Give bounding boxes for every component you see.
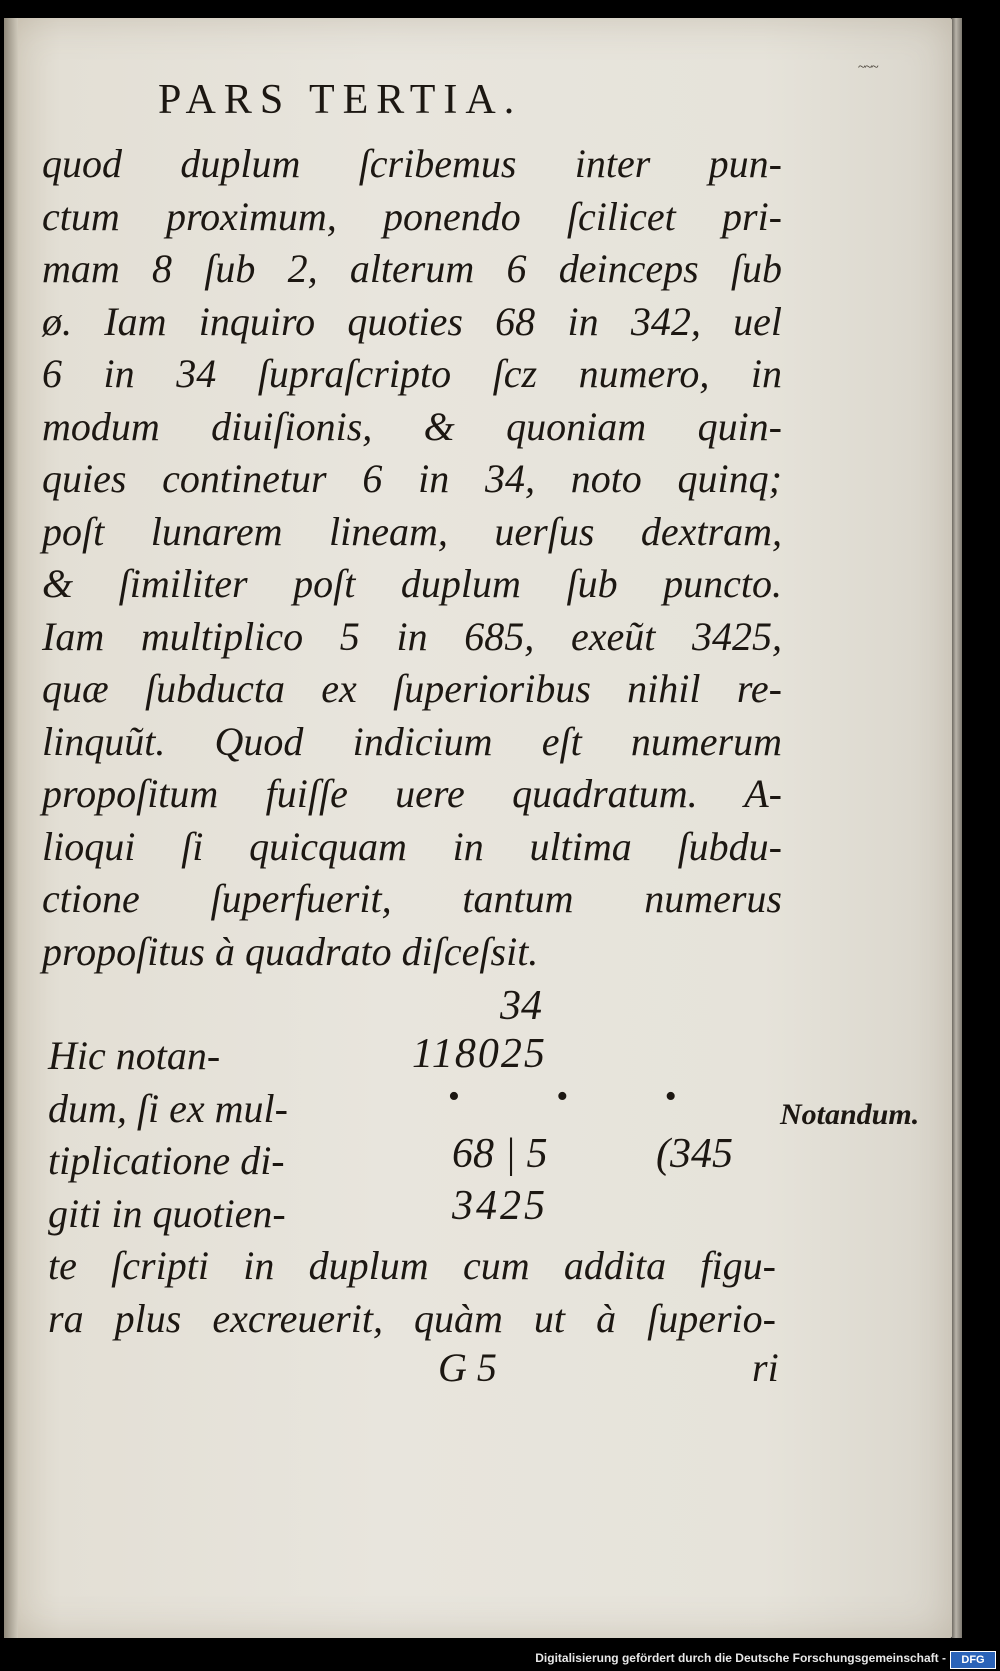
text-line: lioqui ſi quicquam in ultima ſubdu- <box>42 823 782 869</box>
text-line: mam 8 ſub 2, alterum 6 deinceps ſub <box>42 246 782 291</box>
catchword: ri <box>752 1345 779 1390</box>
text-line: propoſitum fuiſſe uere quadratum. A- <box>42 771 782 816</box>
signature-mark: G 5 <box>438 1345 497 1390</box>
text-line: ctione ſuperfuerit, tantum numerus <box>42 876 782 921</box>
text-line: quod duplum ſcribemus inter pun- <box>42 141 782 186</box>
page-gutter <box>4 18 18 1638</box>
text-line: ra plus excreuerit, quàm ut à ſuperio- <box>48 1295 776 1341</box>
text-line: ctum proximum, ponendo ſcilicet pri- <box>42 193 782 239</box>
corner-mark: ~~~ <box>858 60 878 75</box>
text-line: tiplicatione di- <box>48 1138 285 1183</box>
text-line: poſt lunarem lineam, uerſus dextram, <box>42 508 782 554</box>
computation-top-number: 34 <box>500 983 542 1029</box>
text-line: te ſcripti in duplum cum addita figu- <box>48 1243 776 1288</box>
computation-result: (345 <box>656 1131 733 1177</box>
text-line: dum, ſi ex mul- <box>48 1085 288 1131</box>
computation-divisor-row: 68 | 5 <box>452 1131 548 1177</box>
dfg-logo[interactable]: DFG <box>950 1651 996 1669</box>
text-line: 6 in 34 ſupraſcripto ſcz numero, in <box>42 351 782 396</box>
running-head: PARS TERTIA. <box>158 77 523 123</box>
computation-struck-number: 118025 <box>412 1031 547 1077</box>
text-line: quies continetur 6 in 34, noto quinq; <box>42 456 782 501</box>
text-line: linquũt. Quod indicium eſt numerum <box>42 718 782 764</box>
text-line: modum diuiſionis, & quoniam quin- <box>42 403 782 449</box>
text-line: Hic notan- <box>48 1033 221 1078</box>
text-line: giti in quotien- <box>48 1190 286 1236</box>
text-line: & ſimiliter poſt duplum ſub puncto. <box>42 561 782 606</box>
computation-dots: • • • <box>448 1078 721 1115</box>
text-line: quæ ſubducta ex ſuperioribus nihil re- <box>42 666 782 711</box>
body-text <box>42 138 782 978</box>
text-line: propoſitus à quadrato diſceſsit. <box>42 928 539 974</box>
continued-text <box>48 1240 776 1345</box>
margin-note: Notandum. <box>780 1098 920 1131</box>
text-line: Iam multiplico 5 in 685, exeũt 3425, <box>42 613 782 659</box>
footer-credit: Digitalisierung gefördert durch die Deutsche Forschungsgemeinschaft - <box>535 1651 946 1665</box>
computation-subtraction-row: 3425 <box>452 1183 548 1229</box>
wrapped-text-column <box>48 1030 358 1240</box>
text-line: ø. Iam inquiro quoties 68 in 342, uel <box>42 298 782 344</box>
page-edge <box>952 18 962 1638</box>
